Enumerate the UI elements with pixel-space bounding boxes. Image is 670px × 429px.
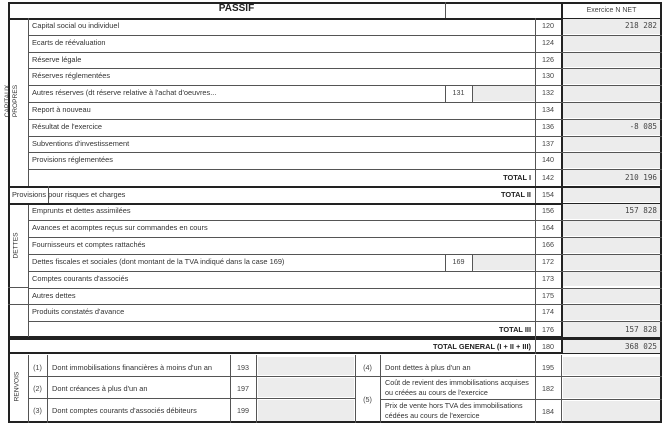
sub-code: 169 (452, 256, 465, 266)
row-code: 174 (542, 307, 554, 317)
row-label: Subventions d'investissement (32, 138, 130, 148)
column-header-exercice: Exercice N NET (586, 7, 637, 14)
row-label: Fournisseurs et comptes rattachés (32, 239, 146, 249)
renvoi-1-num: (1) (33, 363, 42, 372)
renvoi-5-num: (5) (363, 395, 372, 404)
renvoi-3-code: 199 (237, 406, 249, 415)
row-code: 166 (542, 239, 554, 249)
row-code: 130 (542, 71, 554, 81)
row-value: 218 282 (624, 21, 657, 30)
total-general-value: 368 025 (624, 342, 657, 351)
renvoi-5b-line2: cédées au cours de l'exercice (385, 410, 480, 420)
row-code: 136 (542, 121, 554, 131)
renvois-row-divider (355, 376, 662, 377)
row-code: 175 (542, 290, 554, 300)
renvoi-3-num: (3) (33, 406, 42, 415)
row-value-field[interactable] (563, 103, 660, 118)
row-code: 172 (542, 256, 554, 266)
row-label: Comptes courants d'associés (32, 273, 129, 283)
row-code: 173 (542, 273, 554, 283)
total-general-code: 180 (542, 342, 554, 351)
total-i-code: 142 (542, 173, 554, 182)
propres-label: PROPRES (11, 84, 19, 118)
renvoi-3-field[interactable] (258, 400, 354, 421)
renvoi-2-label: Dont créances à plus d'un an (52, 384, 148, 393)
row-value: 157 828 (624, 206, 657, 215)
row-label: Résultat de l'exercice (32, 121, 103, 131)
row-value-field[interactable] (563, 86, 660, 101)
autres-dettes-label-end (8, 304, 28, 305)
renvois-row-divider (28, 398, 355, 399)
sub-field[interactable] (473, 255, 535, 270)
sub-field[interactable] (473, 86, 535, 101)
row-value-field[interactable] (563, 53, 660, 68)
renvoi-4-label: Dont dettes à plus d'un an (385, 363, 471, 372)
row-label: Capital social ou individuel (32, 21, 120, 30)
renvoi-1-code: 193 (237, 363, 249, 372)
row-value: -8 085 (629, 121, 657, 131)
row-label: Autres réserves (dt réserve relative à l'achat d'oeuvres... (32, 88, 217, 98)
row-code: 140 (542, 155, 554, 165)
sub-code: 131 (452, 88, 465, 98)
renvoi-5a-line2: ou créées au cours de l'exercice (385, 387, 488, 397)
total-ii-code: 154 (542, 190, 554, 199)
row-label: Réserve légale (32, 54, 82, 64)
total-ii-field[interactable] (563, 188, 660, 202)
renvois-row-divider (380, 399, 662, 400)
provisions-inner-divider (48, 186, 49, 203)
renvois-num-divider (47, 355, 48, 423)
row-label: Autres dettes (32, 290, 76, 300)
total-iii-label: TOTAL III (498, 325, 531, 334)
renvoi-5b-code: 184 (542, 407, 554, 416)
row-label: Réserves réglementées (32, 71, 111, 81)
renvois-value-divider-right (561, 355, 562, 423)
renvois-value-divider (256, 355, 257, 423)
row-code: 156 (542, 206, 554, 215)
renvois-num-divider-right (380, 355, 381, 423)
row-value-field[interactable] (563, 305, 660, 320)
renvoi-4-field[interactable] (563, 357, 660, 375)
row-code: 134 (542, 105, 554, 114)
row-value-field[interactable] (563, 221, 660, 236)
row-value-field[interactable] (563, 153, 660, 168)
renvoi-5b-label (385, 401, 523, 420)
row-value-field[interactable] (563, 238, 660, 253)
row-value-field[interactable] (563, 69, 660, 84)
row-value-field[interactable] (563, 272, 660, 287)
renvoi-1-field[interactable] (258, 357, 354, 375)
renvoi-5b-line1: Prix de vente hors TVA des immobilisations (385, 401, 523, 410)
row-code: 124 (542, 37, 554, 47)
row-label: Ecarts de réévaluation (32, 37, 106, 47)
row-value-field[interactable] (563, 289, 660, 304)
capitaux-label: CAPITAUX (4, 84, 11, 118)
section-label-capitaux-propres (4, 71, 22, 131)
renvoi-1-label: Dont immobilisations financières à moins d'un an (52, 363, 212, 372)
total-i-label: TOTAL I (503, 173, 531, 182)
renvoi-4-code: 195 (542, 363, 554, 372)
total-ii-label: TOTAL II (501, 190, 531, 199)
renvoi-2-code: 197 (237, 384, 249, 393)
page-title: PASSIF (218, 3, 255, 14)
renvoi-2-field[interactable] (258, 378, 354, 397)
renvoi-2-num: (2) (33, 384, 42, 393)
row-label: Provisions réglementées (32, 155, 113, 165)
provisions-label: Provisions pour risques et charges (12, 190, 126, 199)
renvoi-3-label: Dont comptes courants d'associés débiteurs (52, 406, 197, 415)
row-label: Emprunts et dettes assimilées (32, 206, 131, 215)
renvois-row-divider (28, 376, 355, 377)
row-code: 120 (542, 21, 554, 30)
row-label: Dettes fiscales et sociales (dont montant de la TVA indiqué dans la case 169) (32, 256, 285, 266)
total-i-value: 210 196 (624, 173, 657, 182)
row-code: 164 (542, 222, 554, 232)
renvoi-5a-line1: Coût de revient des immobilisations acquises (385, 378, 529, 387)
renvoi-5a-label (385, 378, 529, 397)
total-general-label: TOTAL GENERAL (I + II + III) (432, 342, 531, 351)
row-code: 137 (542, 138, 554, 148)
header-divider-v (445, 2, 446, 18)
row-label: Report à nouveau (32, 105, 91, 114)
total-iii-value: 157 828 (624, 325, 657, 334)
row-code: 126 (542, 54, 554, 64)
section-label-dettes: DETTES (12, 232, 20, 259)
dettes-label-end (8, 287, 28, 288)
total-iii-code: 176 (542, 325, 554, 334)
row-value-field[interactable] (563, 36, 660, 51)
row-value-field[interactable] (563, 255, 660, 270)
renvoi-5a-code: 182 (542, 384, 554, 393)
row-label: Produits constatés d'avance (32, 307, 125, 317)
renvoi-4-num: (4) (363, 363, 372, 372)
row-label: Avances et acomptes reçus sur commandes en cours (32, 222, 208, 232)
row-code: 132 (542, 88, 554, 98)
section-label-renvois: RENVOIS (13, 371, 21, 402)
row-value-field[interactable] (563, 137, 660, 152)
renvoi-5b-field[interactable] (563, 401, 660, 421)
renvoi-5a-field[interactable] (563, 378, 660, 398)
